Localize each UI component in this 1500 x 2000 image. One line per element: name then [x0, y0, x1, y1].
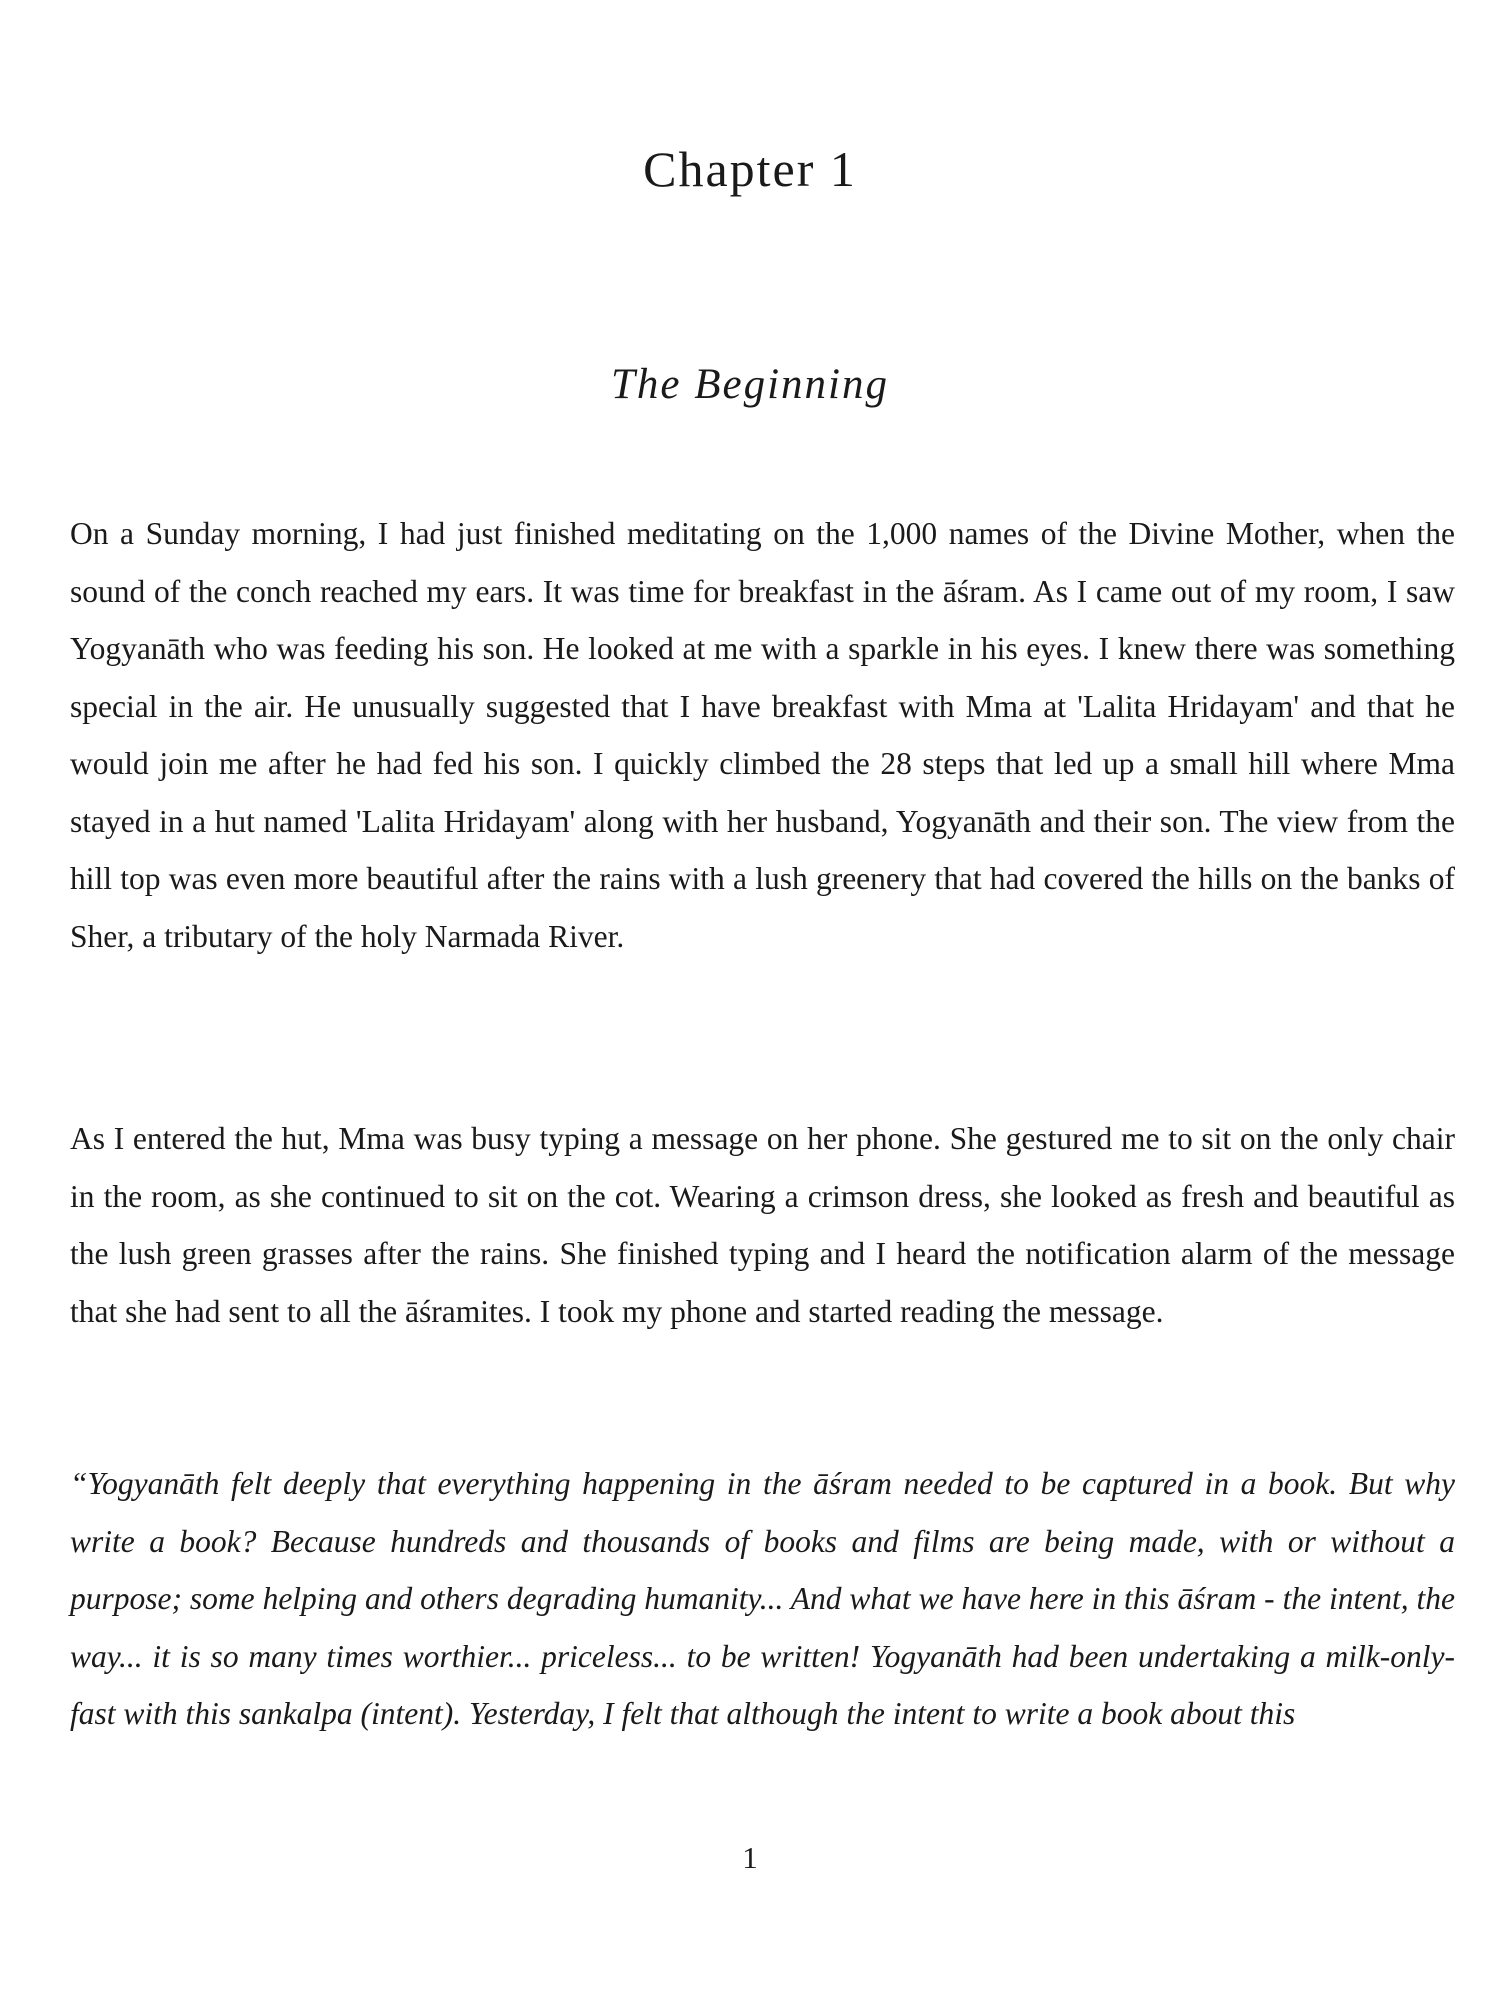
- chapter-heading: Chapter 1: [643, 141, 857, 197]
- page-number: 1: [742, 1840, 758, 1875]
- paragraph-1: On a Sunday morning, I had just finished meditating on the 1,000 names of the Divine Mother, when the sound of the conch reached my ears. It was time for breakfast in the āśram. As I came out of my room, I saw Yogyanāth who was feeding his son. He looked at me with a sparkle in his eyes. I knew there was something special in the air. He unusually suggested that I have breakfast with Mma at 'Lalita Hridayam' and that he would join me after he had fed his son. I quickly climbed the 28 steps that led up a small hill where Mma stayed in a hut named 'Lalita Hridayam' along with her husband, Yogyanāth and their son. The view from the hill top was even more beautiful after the rains with a lush greenery that had covered the hills on the banks of Sher, a tributary of the holy Narmada River.: [70, 516, 1455, 954]
- paragraph-2: As I entered the hut, Mma was busy typing a message on her phone. She gestured me to sit on the only chair in the room, as she continued to sit on the cot. Wearing a crimson dress, she looked as fresh and beautiful as the lush green grasses after the rains. She finished typing and I heard the notification alarm of the message that she had sent to all the āśramites. I took my phone and started reading the message.: [70, 1121, 1455, 1329]
- paragraph-3-quote: “Yogyanāth felt deeply that everything happening in the āśram needed to be captured in a book. But why write a book? Because hundreds and thousands of books and films are being made, with or without a purpose; some helping and others degrading humanity... And what we have here in this āśram - the intent, the way... it is so many times worthier... priceless... to be written! Yogyanāth had been undertaking a milk-only-fast with this sankalpa (intent). Yesterday, I felt that although the intent to write a book about this: [70, 1466, 1455, 1731]
- chapter-subheading: The Beginning: [611, 361, 889, 408]
